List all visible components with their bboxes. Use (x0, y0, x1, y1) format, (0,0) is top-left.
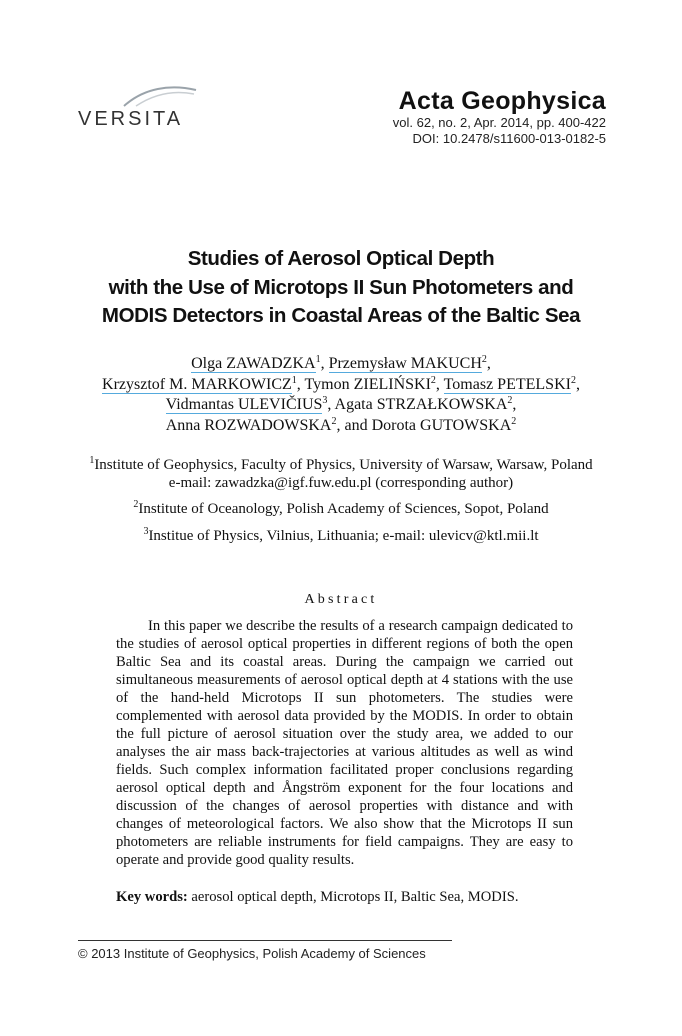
swoosh-icon (122, 84, 198, 108)
separator: , (320, 355, 325, 372)
author-link[interactable]: Tomasz PETELSKI (443, 375, 571, 393)
separator: , (327, 396, 332, 413)
affiliation-marker: 2 (430, 374, 436, 386)
separator: , (435, 375, 440, 393)
affiliation-1 (0, 456, 682, 492)
paper-title (0, 245, 682, 331)
title-line: MODIS Detectors in Coastal Areas of the Baltic Sea (101, 304, 581, 327)
volume-line: vol. 62, no. 2, Apr. 2014, pp. 400-422 (392, 115, 606, 130)
affiliation-marker: 1 (89, 455, 95, 466)
affiliation-marker: 2 (507, 395, 513, 406)
author-name: Anna ROZWADOWSKA (165, 416, 332, 434)
copyright-notice: © 2013 Institute of Geophysics, Polish Academy of Sciences (78, 946, 426, 961)
affiliation-marker: 2 (133, 499, 139, 510)
author-line (0, 395, 682, 416)
keywords-text: aerosol optical depth, Microtops II, Baltic Sea, MODIS. (187, 889, 519, 905)
author-list (0, 354, 682, 436)
affiliation-marker: 2 (481, 354, 487, 365)
affiliation-text: Institute of Geophysics, Faculty of Physics, University of Warsaw, Warsaw, Poland (94, 457, 593, 473)
doi-line: DOI: 10.2478/s11600-013-0182-5 (412, 131, 606, 146)
separator: , (575, 375, 580, 393)
journal-header (393, 88, 606, 147)
author-line (0, 354, 682, 375)
author-name: Dorota GUTOWSKA (371, 416, 512, 434)
separator: , (296, 375, 301, 393)
affiliation-marker: 2 (331, 415, 337, 427)
author-name: Agata STRZAŁKOWSKA (334, 396, 508, 413)
author-line (0, 375, 682, 396)
author-link[interactable]: Olga ZAWADZKA (191, 355, 316, 372)
affiliation-marker: 2 (570, 374, 576, 386)
abstract-body: In this paper we describe the results of a research campaign dedicated to the studies of aerosol optical properties in different regions of both the open Baltic Sea and its coastal areas. During the campaign we carried out simultaneous measurements of aerosol optical depth at 4 stations with the use of the hand-held Microtops II sun photometers. The studies were complemented with aerosol data provided by the MODIS. In order to obtain the full picture of aerosol situation over the study area, we added to our analyses the air mass back-trajectories at various altitudes as well as wind fields. Such complex information facilitated proper conclusions regarding aerosol optical depth and Ångström exponent for the four locations and discussion of the changes of aerosol properties with distance and with changes of meteorological factors. We also show that the Microtops II sun photometers are reliable instruments for field campaigns. They are easy to operate and provide good quality results. (116, 618, 573, 868)
affiliation-2 (0, 500, 682, 518)
affiliation-marker: 3 (143, 526, 149, 537)
affiliation-marker: 2 (511, 415, 517, 427)
separator: , and (336, 416, 368, 434)
title-line: Studies of Aerosol Optical Depth (187, 247, 495, 270)
author-link[interactable]: Przemysław MAKUCH (328, 355, 482, 372)
affiliation-marker: 1 (315, 354, 321, 365)
author-line (0, 416, 682, 437)
author-name: Tymon ZIELIŃSKI (304, 375, 431, 393)
affiliation-marker: 3 (322, 395, 328, 406)
publisher-logo (78, 84, 198, 134)
keywords (116, 888, 576, 906)
separator: , (512, 396, 517, 413)
separator: , (486, 355, 491, 372)
affiliation-email: e-mail: zawadzka@igf.fuw.edu.pl (corresponding author) (168, 475, 514, 491)
footer-divider (78, 940, 452, 941)
affiliation-text: Institute of Oceanology, Polish Academy of Sciences, Sopot, Poland (138, 501, 549, 517)
abstract-heading: Abstract (304, 592, 378, 607)
author-link[interactable]: Krzysztof M. MARKOWICZ (102, 375, 292, 393)
affiliation-3 (0, 527, 682, 545)
title-line: with the Use of Microtops II Sun Photometers and (108, 275, 574, 299)
logo-text: VERSITA (78, 108, 184, 130)
journal-title: Acta Geophysica (398, 87, 606, 115)
affiliation-text: Institue of Physics, Vilnius, Lithuania; e-mail: ulevicv@ktl.mii.lt (148, 528, 539, 544)
keywords-label: Key words: (116, 889, 188, 905)
author-link[interactable]: Vidmantas ULEVIČIUS (165, 396, 323, 413)
affiliation-marker: 1 (291, 374, 297, 386)
